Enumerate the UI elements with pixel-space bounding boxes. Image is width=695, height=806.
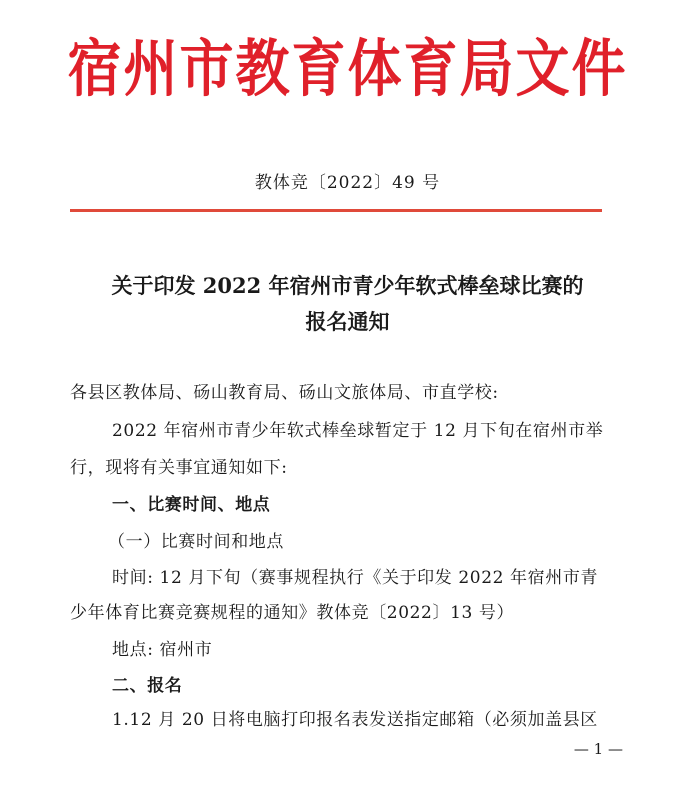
salutation: 各县区教体局、砀山教育局、砀山文旅体局、市直学校: (70, 383, 499, 403)
notice-title (60, 268, 635, 340)
time-line-1: 时间: 12 月下旬（赛事规程执行《关于印发 2022 年宿州市青 (112, 568, 599, 588)
notice-title-line-2: 报名通知 (305, 309, 390, 334)
location-line: 地点: 宿州市 (112, 640, 213, 660)
red-divider-line (70, 209, 602, 212)
section-2-heading: 二、报名 (112, 676, 183, 696)
intro-paragraph-line-2: 行，现将有关事宜通知如下: (70, 458, 288, 478)
time-line-2: 少年体育比赛竞赛规程的通知》教体竞〔2022〕13 号） (70, 603, 515, 623)
section-1-heading: 一、比赛时间、地点 (112, 495, 271, 515)
intro-paragraph-line-1: 2022 年宿州市青少年软式棒垒球暂定于 12 月下旬在宿州市举 (112, 421, 604, 441)
page-number: — 1 — (573, 740, 623, 758)
document-number: 教体竞〔2022〕49 号 (254, 173, 441, 193)
issuer-header-title: 宿州市教育体育局文件 (67, 31, 628, 105)
notice-title-line-1: 关于印发 2022 年宿州市青少年软式棒垒球比赛的 (111, 273, 584, 298)
registration-line-1: 1.12 月 20 日将电脑打印报名表发送指定邮箱（必须加盖县区 (112, 710, 598, 730)
subsection-1-heading: （一）比赛时间和地点 (108, 532, 284, 552)
